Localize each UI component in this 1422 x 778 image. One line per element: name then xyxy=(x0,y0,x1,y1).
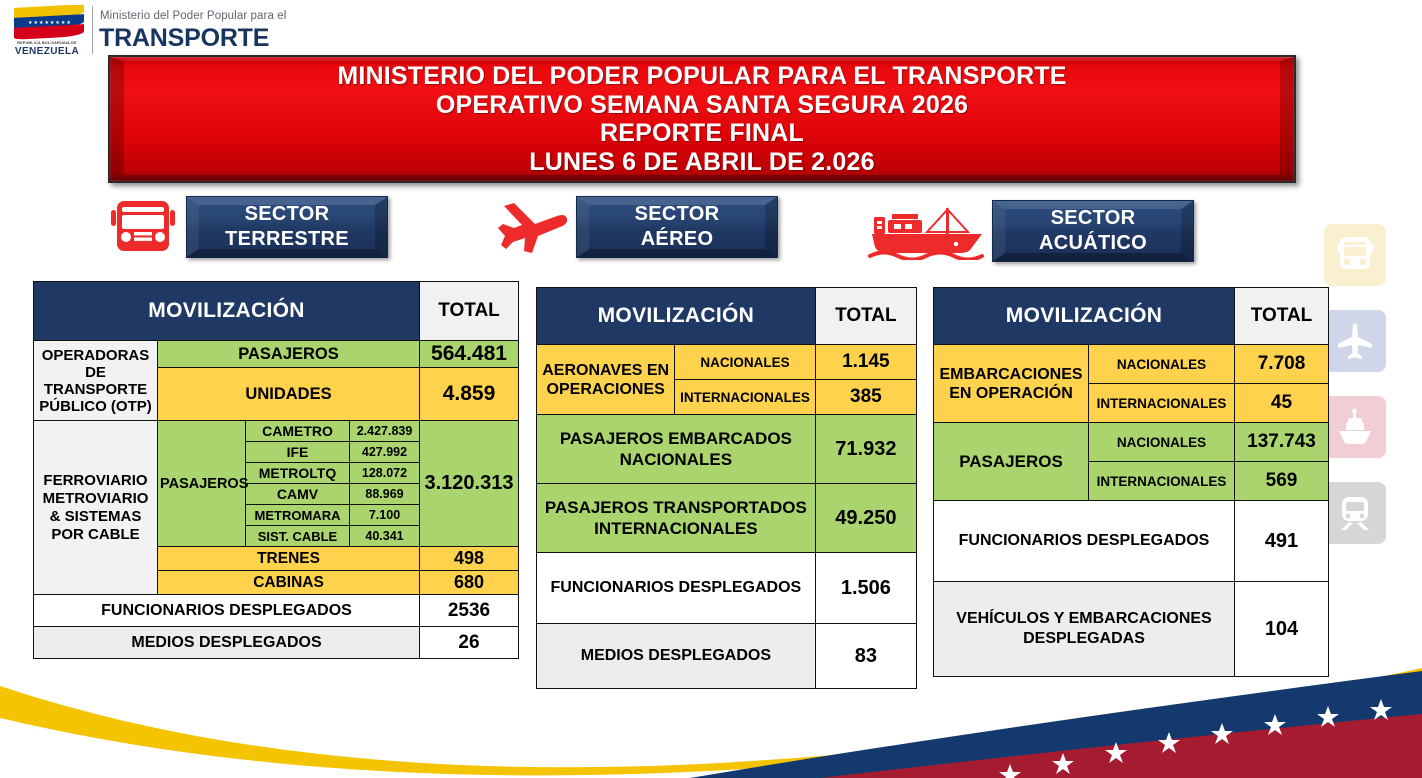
row-label-aeronaves: AERONAVES EN OPERACIONES xyxy=(537,345,675,415)
row-value-funcionarios: 1.506 xyxy=(815,553,916,624)
row-label-medios: MEDIOS DESPLEGADOS xyxy=(34,627,420,659)
row-label-unidades: UNIDADES xyxy=(158,368,420,421)
breakdown-value: 427.992 xyxy=(350,442,420,463)
sector-button-terrestre[interactable] xyxy=(186,196,388,258)
row-value-trenes: 498 xyxy=(420,547,519,571)
ministry-subtitle: Ministerio del Poder Popular para el xyxy=(100,10,287,22)
breakdown-value: 7.100 xyxy=(350,505,420,526)
row-value-funcionarios: 2536 xyxy=(420,595,519,627)
row-group-label-otp: OPERADORAS DE TRANSPORTE PÚBLICO (OTP) xyxy=(34,341,158,421)
sector-button-acuatico[interactable] xyxy=(992,200,1194,262)
row-label-cabinas: CABINAS xyxy=(158,571,420,595)
row-sublabel-internacionales: INTERNACIONALES xyxy=(675,380,815,415)
venezuela-flag-logo xyxy=(8,5,86,57)
row-value-medios: 83 xyxy=(815,624,916,689)
sector-label-line1: SECTOR xyxy=(634,203,720,225)
table-row xyxy=(34,627,519,659)
sector-label-line1: SECTOR xyxy=(1050,207,1136,229)
row-group-label-ferroviario: FERROVIARIO METROVIARIO & SISTEMAS POR CABLE xyxy=(34,421,158,595)
row-sublabel-nacionales: NACIONALES xyxy=(1089,423,1235,462)
report-title-banner xyxy=(108,55,1296,183)
sector-header-aereo[interactable] xyxy=(490,196,778,258)
row-label-vehiculos: VEHÍCULOS Y EMBARCACIONES DESPLEGADAS xyxy=(934,582,1235,677)
train-icon xyxy=(1324,482,1386,544)
sector-header-acuatico[interactable] xyxy=(862,200,1194,262)
ship-icon xyxy=(1324,396,1386,458)
row-label-pasajeros-embarcados: PASAJEROS EMBARCADOS NACIONALES xyxy=(537,415,816,484)
sector-label-line2: AÉREO xyxy=(640,228,714,250)
venezuela-flag-wave-decoration xyxy=(0,668,1422,778)
breakdown-name: SIST. CABLE xyxy=(246,526,350,547)
row-label-funcionarios: FUNCIONARIOS DESPLEGADOS xyxy=(34,595,420,627)
row-value-medios: 26 xyxy=(420,627,519,659)
row-label-funcionarios: FUNCIONARIOS DESPLEGADOS xyxy=(934,501,1235,582)
row-value-pasajeros-nacionales: 137.743 xyxy=(1235,423,1329,462)
row-value-funcionarios: 491 xyxy=(1235,501,1329,582)
row-value-pasajeros-internacionales: 569 xyxy=(1235,462,1329,501)
plane-icon xyxy=(490,196,576,258)
sector-button-aereo[interactable] xyxy=(576,196,778,258)
ship-icon xyxy=(862,200,992,262)
table-row xyxy=(934,501,1329,582)
column-header-movilizacion: MOVILIZACIÓN xyxy=(34,282,420,341)
table-row xyxy=(537,345,917,380)
row-value-pasajeros-ferroviario: 3.120.313 xyxy=(420,421,519,547)
flag-icon xyxy=(14,5,84,41)
table-row xyxy=(34,341,519,368)
column-header-total: TOTAL xyxy=(420,282,519,341)
table-sector-acuatico xyxy=(933,287,1329,677)
table-row xyxy=(34,421,519,442)
table-row xyxy=(537,415,917,484)
column-header-movilizacion: MOVILIZACIÓN xyxy=(934,288,1235,345)
row-value-pasajeros: 564.481 xyxy=(420,341,519,368)
row-value-pasajeros-embarcados: 71.932 xyxy=(815,415,916,484)
breakdown-value: 2.427.839 xyxy=(350,421,420,442)
row-value-aeronaves-internacionales: 385 xyxy=(815,380,916,415)
row-label-funcionarios: FUNCIONARIOS DESPLEGADOS xyxy=(537,553,816,624)
ministry-title: TRANSPORTE xyxy=(99,24,270,52)
table-header-row xyxy=(34,282,519,341)
table-sector-aereo xyxy=(536,287,917,689)
sector-label-line2: ACUÁTICO xyxy=(1039,232,1147,254)
table-row xyxy=(934,345,1329,384)
flag-caption-small: REPÚBLICA BOLIVARIANA DE xyxy=(17,41,77,45)
row-sublabel-internacionales: INTERNACIONALES xyxy=(1089,462,1235,501)
row-sublabel-nacionales: NACIONALES xyxy=(675,345,815,380)
breakdown-value: 128.072 xyxy=(350,463,420,484)
table-row xyxy=(34,595,519,627)
breakdown-value: 40.341 xyxy=(350,526,420,547)
row-value-pasajeros-internacionales: 49.250 xyxy=(815,484,916,553)
row-label-pasajeros-ferroviario: PASAJEROS xyxy=(158,421,246,547)
table-row xyxy=(537,553,917,624)
breakdown-name: CAMETRO xyxy=(246,421,350,442)
table-row xyxy=(537,484,917,553)
sector-label-line1: SECTOR xyxy=(244,203,330,225)
breakdown-name: METROMARA xyxy=(246,505,350,526)
breakdown-name: CAMV xyxy=(246,484,350,505)
column-header-total: TOTAL xyxy=(815,288,916,345)
row-value-cabinas: 680 xyxy=(420,571,519,595)
sector-header-terrestre[interactable] xyxy=(100,196,388,258)
table-sector-terrestre xyxy=(33,281,519,659)
row-value-vehiculos: 104 xyxy=(1235,582,1329,677)
row-label-embarcaciones: EMBARCACIONES EN OPERACIÓN xyxy=(934,345,1089,423)
sector-label-line2: TERRESTRE xyxy=(225,228,349,250)
ministry-logo-bar xyxy=(0,0,460,60)
row-value-embarcaciones-nacionales: 7.708 xyxy=(1235,345,1329,384)
logo-divider xyxy=(92,6,93,54)
row-value-aeronaves-nacionales: 1.145 xyxy=(815,345,916,380)
row-label-pasajeros-internacionales: PASAJEROS TRANSPORTADOS INTERNACIONALES xyxy=(537,484,816,553)
plane-icon xyxy=(1324,310,1386,372)
banner-line-3: REPORTE FINAL xyxy=(600,119,804,147)
table-row xyxy=(934,423,1329,462)
flag-caption-country: VENEZUELA xyxy=(14,46,80,57)
breakdown-value: 88.969 xyxy=(350,484,420,505)
row-value-unidades: 4.859 xyxy=(420,368,519,421)
banner-line-1: MINISTERIO DEL PODER POPULAR PARA EL TRANSPORTE xyxy=(337,62,1067,90)
row-value-embarcaciones-internacionales: 45 xyxy=(1235,384,1329,423)
breakdown-name: METROLTQ xyxy=(246,463,350,484)
row-label-trenes: TRENES xyxy=(158,547,420,571)
row-sublabel-nacionales: NACIONALES xyxy=(1089,345,1235,384)
column-header-movilizacion: MOVILIZACIÓN xyxy=(537,288,816,345)
bus-icon xyxy=(100,196,186,258)
row-label-pasajeros: PASAJEROS xyxy=(934,423,1089,501)
column-header-total: TOTAL xyxy=(1235,288,1329,345)
table-row xyxy=(934,582,1329,677)
row-label-medios: MEDIOS DESPLEGADOS xyxy=(537,624,816,689)
table-header-row xyxy=(934,288,1329,345)
bus-icon xyxy=(1324,224,1386,286)
banner-line-4: LUNES 6 DE ABRIL DE 2.026 xyxy=(529,147,875,176)
row-label-pasajeros: PASAJEROS xyxy=(158,341,420,368)
flag-stars: ★★★★★★★★ xyxy=(28,20,72,26)
table-header-row xyxy=(537,288,917,345)
row-sublabel-internacionales: INTERNACIONALES xyxy=(1089,384,1235,423)
banner-line-2: OPERATIVO SEMANA SANTA SEGURA 2026 xyxy=(435,90,969,119)
breakdown-name: IFE xyxy=(246,442,350,463)
